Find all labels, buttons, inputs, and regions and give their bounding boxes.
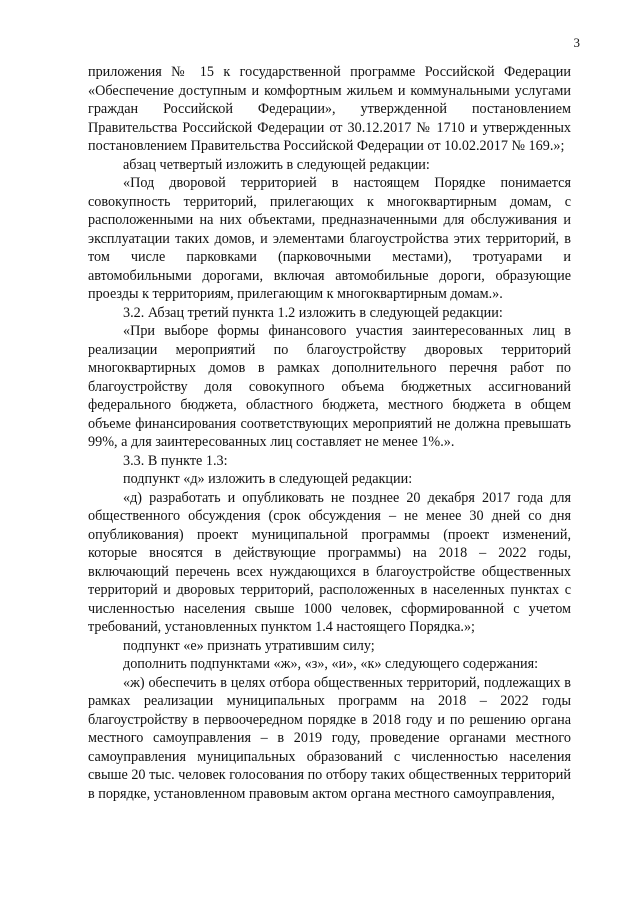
paragraph-appendix-reference: приложения № 15 к государственной программе Российской Федерации «Обеспечение доступным и комфортным жильем и коммунальными услугами граждан Российской Федерации», утвержденной постановлением Правительства Российской Федерации от 30.12.2017 № 1710 и утвержденных постановлением Правительства Российской Федерации от 10.02.2017 № 169.»; xyxy=(88,64,571,154)
paragraph-section-3-2: 3.2. Абзац третий пункта 1.2 изложить в следующей редакции: xyxy=(123,304,503,321)
paragraph-subitem-zh-text: «ж) обеспечить в целях отбора общественных территорий, подлежащих в рамках реализации муниципальных программ на 2018 – 2022 годы благоустройству в первоочередном порядке в 2018 году и по решению органа местного самоуправления – в 2019 году, проведение органами местного самоуправления муниципальных образований с численностью населения свыше 20 тыс. человек голосования по отбору таких общественных территорий в порядке, установленном правовым актом органа местного самоуправления, xyxy=(88,674,571,802)
paragraph-subitem-d-instruction: подпункт «д» изложить в следующей редакции: xyxy=(123,471,413,487)
document-body xyxy=(88,63,571,803)
paragraph-yard-territory-definition: «Под дворовой территорией в настоящем Порядке понимается совокупность территорий, прилегающих к многоквартирным домам, с расположенными на них объектами, предназначенными для обслуживания и эксплуатации таких домов, и элементами благоустройства этих территорий, в том числе парковками (парковочными местами), тротуарами и автомобильными дорогами, включая автомобильные дороги, образующие проезды к территориям, прилегающим к многоквартирным домам.». xyxy=(88,175,571,302)
paragraph-section-3-3: 3.3. В пункте 1.3: xyxy=(123,452,228,469)
paragraph-subitem-d-text: «д) разработать и опубликовать не позднее 20 декабря 2017 года для общественного обсуждения (срок обсуждения – не менее 30 дней со дня опубликования) проект муниципальной программы (проект изменений, которые вносятся в действующие программы) на 2018 – 2022 годы, включающий перечень всех нуждающихся в благоустройстве общественных территорий и дворовых территорий, расположенных в населенных пунктах с численностью населения свыше 1000 человек, сформированной с учетом требований, установленных пунктом 1.4 настоящего Порядка.»; xyxy=(88,489,571,635)
paragraph-subitem-e-repealed: подпункт «е» признать утратившим силу; xyxy=(123,637,375,654)
page-number: 3 xyxy=(573,35,580,50)
paragraph-financial-participation: «При выборе формы финансового участия заинтересованных лиц в реализации мероприятий по благоустройству дворовых территорий многоквартирных домов в рамках дополнительного перечня работ по благоустройству доля совокупного объема бюджетных ассигнований федерального бюджета, областного бюджета, местного бюджета в общем объеме финансирования соответствующих мероприятий не должна превышать 99%, а для заинтересованных лиц составляет не менее 1%.». xyxy=(88,323,571,450)
paragraph-fourth-abzac-instruction: абзац четвертый изложить в следующей редакции: xyxy=(123,156,430,173)
paragraph-add-subitems: дополнить подпунктами «ж», «з», «и», «к» следующего содержания: xyxy=(123,656,539,672)
